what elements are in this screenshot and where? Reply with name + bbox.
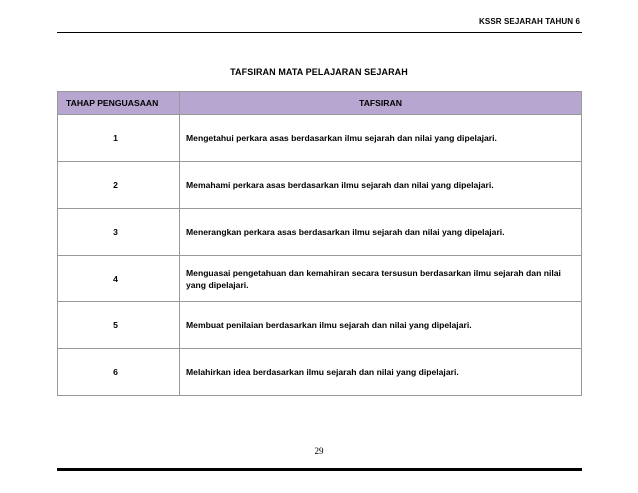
running-header: KSSR SEJARAH TAHUN 6 [479, 17, 580, 26]
description-cell: Melahirkan idea berdasarkan ilmu sejarah dan nilai yang dipelajari. [180, 349, 582, 396]
page-number: 29 [314, 446, 324, 456]
table-row [58, 302, 582, 349]
description-cell: Mengetahui perkara asas berdasarkan ilmu sejarah dan nilai yang dipelajari. [180, 115, 582, 162]
header-divider [57, 32, 582, 33]
tafsiran-table [57, 91, 582, 396]
description-cell: Menguasai pengetahuan dan kemahiran secara tersusun berdasarkan ilmu sejarah dan nilai yang dipelajari. [180, 256, 582, 302]
table-row [58, 115, 582, 162]
level-cell: 5 [58, 302, 180, 349]
page-title: TAFSIRAN MATA PELAJARAN SEJARAH [230, 67, 408, 77]
table-row [58, 349, 582, 396]
description-cell: Memahami perkara asas berdasarkan ilmu sejarah dan nilai yang dipelajari. [180, 162, 582, 209]
header-description: TAFSIRAN [180, 92, 582, 115]
level-cell: 6 [58, 349, 180, 396]
level-cell: 2 [58, 162, 180, 209]
header-level: TAHAP PENGUASAAN [58, 92, 180, 115]
table-header-row [58, 92, 582, 115]
level-cell: 3 [58, 209, 180, 256]
level-cell: 4 [58, 256, 180, 302]
description-cell: Menerangkan perkara asas berdasarkan ilmu sejarah dan nilai yang dipelajari. [180, 209, 582, 256]
table-row [58, 256, 582, 302]
table-row [58, 209, 582, 256]
footer-divider [57, 468, 582, 471]
level-cell: 1 [58, 115, 180, 162]
table-row [58, 162, 582, 209]
description-cell: Membuat penilaian berdasarkan ilmu sejarah dan nilai yang dipelajari. [180, 302, 582, 349]
